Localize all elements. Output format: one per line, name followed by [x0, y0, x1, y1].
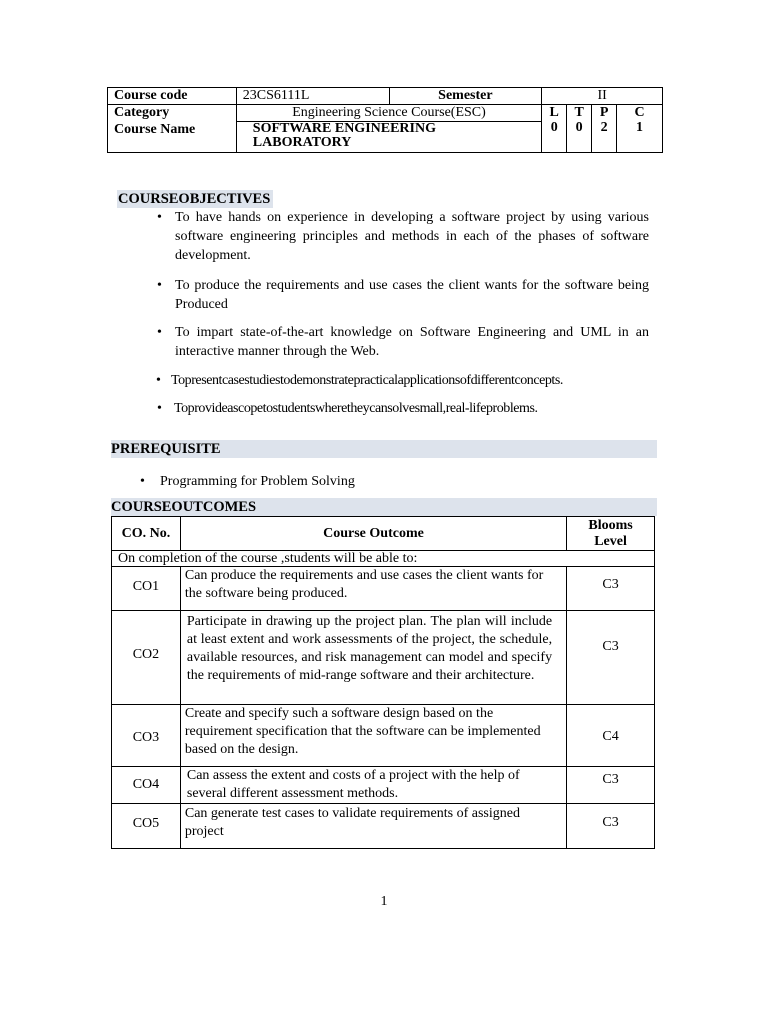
objective-text: To impart state-of-the-art knowledge on Software Engineering and UML in an interactive manner through the Web.	[175, 325, 649, 359]
co-number: CO3	[112, 705, 181, 767]
objective-item	[157, 323, 649, 361]
course-outcomes-table	[111, 516, 655, 849]
co-text: Can generate test cases to validate requirements of assigned project	[180, 804, 566, 849]
ltpc-header-l: L	[549, 105, 559, 120]
course-objectives-heading: COURSEOBJECTIVES	[117, 190, 273, 208]
objective-text: To produce the requirements and use cases the client wants for the software being Produced	[175, 278, 649, 312]
co-text: Can assess the extent and costs of a project with the help of several different assessment methods.	[180, 767, 566, 804]
objective-item	[157, 208, 649, 265]
ltpc-value-c: 1	[636, 120, 644, 135]
course-name-line2: LABORATORY	[252, 135, 352, 150]
page-number: 1	[380, 894, 388, 909]
col-header-course-outcome: Course Outcome	[180, 517, 566, 551]
outcomes-intro: On completion of the course ,students will be able to:	[112, 551, 655, 567]
course-code-value: 23CS6111L	[236, 88, 389, 105]
bullet: •	[156, 373, 161, 388]
col-header-blooms-level	[567, 517, 655, 551]
ltpc-value-p: 2	[600, 120, 608, 135]
ltpc-cell-c	[617, 105, 663, 153]
objective-text: Topresentcasestudiestodemonstratepracticalapplicationsofdifferentconcepts.	[171, 373, 563, 388]
ltpc-value-t: 0	[575, 120, 583, 135]
table-row	[112, 611, 655, 705]
co-level: C3	[567, 804, 655, 849]
ltpc-cell-t	[567, 105, 592, 153]
table-row	[112, 705, 655, 767]
co-level: C3	[567, 611, 655, 705]
bullet: •	[157, 210, 162, 225]
ltpc-value-l: 0	[550, 120, 558, 135]
co-text: Can produce the requirements and use cases the client wants for the software being produced.	[180, 567, 566, 611]
bullet: •	[157, 325, 162, 340]
course-name-label: Course Name	[108, 122, 237, 153]
bullet: •	[140, 474, 145, 489]
course-code-label: Course code	[108, 88, 237, 105]
co-number: CO5	[112, 804, 181, 849]
objective-item	[157, 276, 649, 314]
co-level: C4	[567, 705, 655, 767]
blooms-line2: Level	[594, 533, 627, 549]
ltpc-header-t: T	[574, 105, 584, 120]
semester-label: Semester	[389, 88, 542, 105]
bullet: •	[157, 278, 162, 293]
co-text: Create and specify such a software design based on the requirement specification that the software can be implemented based on the design.	[180, 705, 566, 767]
prerequisite-heading: PREREQUISITE	[111, 440, 657, 458]
bullet: •	[157, 401, 162, 416]
category-value: Engineering Science Course(ESC)	[236, 105, 541, 122]
co-number: CO1	[112, 567, 181, 611]
ltpc-header-c: C	[634, 105, 645, 120]
table-row	[112, 567, 655, 611]
prerequisite-item	[140, 472, 560, 491]
course-name-value	[236, 122, 541, 153]
table-row	[112, 804, 655, 849]
objective-item	[156, 371, 651, 390]
objective-text: Toprovideascopetostudentswheretheycansolvesmall,real-lifeproblems.	[174, 401, 538, 416]
ltpc-cell-l	[542, 105, 567, 153]
co-number: CO4	[112, 767, 181, 804]
col-header-co-no: CO. No.	[112, 517, 181, 551]
category-label: Category	[108, 105, 237, 122]
ltpc-cell-p	[592, 105, 617, 153]
ltpc-header-p: P	[599, 105, 609, 120]
objective-text: To have hands on experience in developing a software project by using various software engineering principles and methods in each of the phases of software development.	[175, 210, 649, 263]
course-header-table	[107, 87, 663, 153]
co-text: Participate in drawing up the project plan. The plan will include at least extent and work assessments of the project, the schedule, available resources, and risk management can model and specify the requirements of mid-range software and their architecture.	[180, 611, 566, 705]
table-row	[112, 767, 655, 804]
prerequisite-text: Programming for Problem Solving	[160, 474, 355, 489]
co-level: C3	[567, 767, 655, 804]
co-number: CO2	[112, 611, 181, 705]
blooms-line1: Blooms	[588, 517, 633, 533]
objective-item	[157, 399, 644, 418]
course-name-line1: SOFTWARE ENGINEERING	[252, 121, 436, 136]
semester-value: II	[542, 88, 663, 105]
co-level: C3	[567, 567, 655, 611]
course-outcomes-heading: COURSEOUTCOMES	[111, 498, 657, 516]
